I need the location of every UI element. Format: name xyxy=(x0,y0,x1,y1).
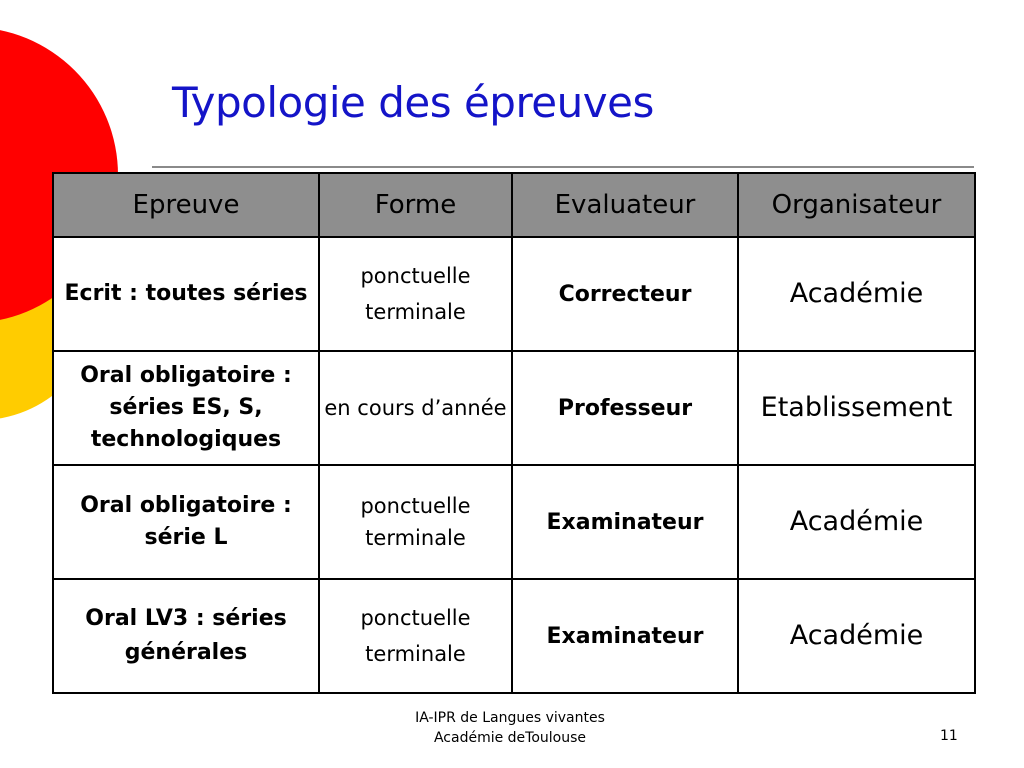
header-forme: Forme xyxy=(319,173,512,237)
cell-forme: ponctuelle terminale xyxy=(319,579,512,693)
header-evaluateur: Evaluateur xyxy=(512,173,738,237)
header-organisateur: Organisateur xyxy=(738,173,975,237)
page-number: 11 xyxy=(940,728,958,744)
footer-line-1: IA-IPR de Langues vivantes xyxy=(415,710,605,726)
cell-epreuve: Oral LV3 : séries générales xyxy=(53,579,319,693)
footer xyxy=(390,708,630,748)
cell-organisateur: Académie xyxy=(738,579,975,693)
title-divider xyxy=(152,166,974,168)
cell-forme: en cours d’année xyxy=(319,351,512,465)
cell-evaluateur: Professeur xyxy=(512,351,738,465)
cell-forme: ponctuelle terminale xyxy=(319,237,512,351)
slide-title: Typologie des épreuves xyxy=(172,78,654,127)
table-header-row xyxy=(53,173,975,237)
cell-organisateur: Académie xyxy=(738,465,975,579)
header-epreuve: Epreuve xyxy=(53,173,319,237)
cell-forme: ponctuelle terminale xyxy=(319,465,512,579)
table-row xyxy=(53,237,975,351)
cell-epreuve: Oral obligatoire : séries ES, S, technologiques xyxy=(53,351,319,465)
table-row xyxy=(53,351,975,465)
footer-line-2: Académie deToulouse xyxy=(433,730,587,746)
cell-epreuve: Oral obligatoire : série L xyxy=(53,465,319,579)
cell-organisateur: Académie xyxy=(738,237,975,351)
cell-epreuve: Ecrit : toutes séries xyxy=(53,237,319,351)
cell-evaluateur: Examinateur xyxy=(512,579,738,693)
cell-organisateur: Etablissement xyxy=(738,351,975,465)
table-row xyxy=(53,465,975,579)
epreuves-table xyxy=(52,172,976,694)
cell-evaluateur: Correcteur xyxy=(512,237,738,351)
cell-evaluateur: Examinateur xyxy=(512,465,738,579)
table-row xyxy=(53,579,975,693)
